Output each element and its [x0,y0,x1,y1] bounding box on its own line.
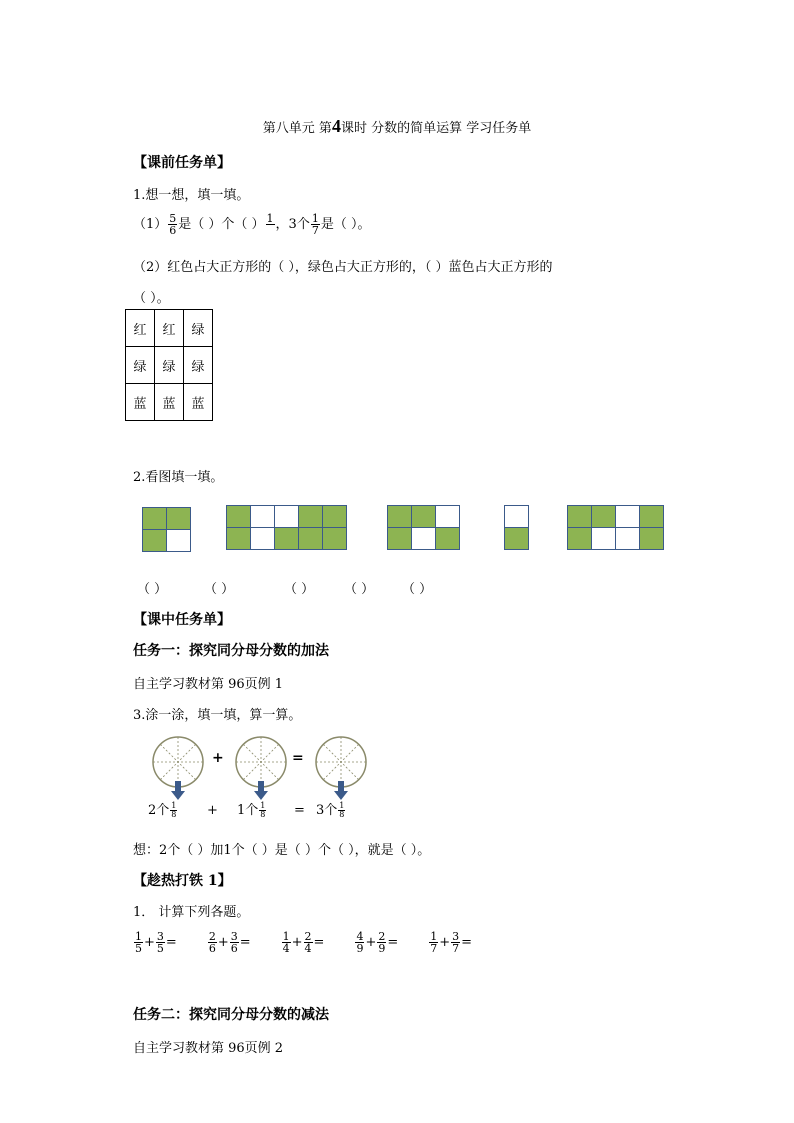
cell-white [274,505,299,528]
fraction-5-6 [168,213,177,236]
fraction [377,931,386,954]
frac-den: 7 [452,942,460,955]
cell-green [298,527,323,550]
practice-item-1 [133,930,177,955]
frac-den: 6 [230,942,238,955]
grid-cell: 绿 [184,310,213,347]
fraction [208,931,217,954]
cell-green [142,529,167,552]
frac-num: 1 [266,212,274,225]
label-count: 3个 [316,803,338,818]
frac-den: 9 [378,942,386,955]
grid-cell: 红 [155,310,184,347]
fraction-1-7 [311,213,320,236]
circle-label-2 [237,800,267,822]
frac-den: 9 [356,942,364,955]
frac-den: 7 [430,942,438,955]
q1p1-text-b: 是（ ）个（ ） [178,217,265,232]
frac-den: 8 [260,810,266,819]
in-task-heading: 【课中任务单】 [133,612,231,628]
task1-ref: 自主学习教材第 96页例 1 [133,677,284,692]
pre-task-heading: 【课前任务单】 [133,155,231,171]
task1-heading: 任务一：探究同分母分数的加法 [133,643,329,659]
title-suffix: 课时 分数的简单运算 学习任务单 [340,121,532,136]
op-plus: + [217,935,229,950]
frac-den: 6 [208,942,216,955]
cell-white [615,505,640,528]
cell-white [166,529,191,552]
frac-den: 4 [304,942,312,955]
op-eq: = [165,935,177,950]
frac-den: 8 [171,810,177,819]
frac-num: 3 [230,930,238,943]
cell-green [504,527,529,550]
grid-cell: 红 [126,310,155,347]
q2-blank-1: （ ） [137,582,168,597]
practice1-items [133,928,472,958]
circle-label-3 [316,800,346,822]
q2-blank-5: （ ） [402,582,433,597]
fraction-1-8 [259,802,266,819]
op-plus: + [144,935,155,950]
practice1-intro: 1． 计算下列各题。 [133,905,250,920]
frac-num: 1 [135,930,142,943]
plus-sign: + [212,750,224,766]
arrow-down-icon [171,781,185,801]
frac-den: 4 [282,942,290,955]
q2-intro: 2.看图填一填。 [133,470,224,485]
frac-num: 2 [304,930,312,943]
q1-intro: 1.想一想，填一填。 [133,188,250,203]
frac-den: 6 [169,224,177,237]
fraction [451,931,460,954]
cell-green [639,505,664,528]
cell-white [250,527,275,550]
frac-num: 1 [430,930,438,943]
cell-white [411,527,436,550]
op-plus: + [365,935,377,950]
frac-num: 1 [311,212,319,225]
q3-intro: 3.涂一涂，填一填，算一算。 [133,708,302,723]
q1p1-text-d: 是（ ）。 [320,217,371,232]
q1p1-label: （1） [133,217,168,232]
arrow-down-icon [254,781,268,801]
think-line: 想：2个（ ）加1个（ ）是（ ）个（ ），就是（ ）。 [133,843,431,858]
cell-green [387,527,412,550]
cell-white [435,505,460,528]
grid-cell: 蓝 [184,384,213,421]
cell-green [387,505,412,528]
plus-sign-2: + [207,803,218,818]
grid-cell: 绿 [126,347,155,384]
cell-green [639,527,664,550]
circle-label-1 [148,800,178,822]
q1-part2: （2）红色占大正方形的（ ），绿色占大正方形的，（ ）蓝色占大正方形的 [133,260,553,275]
cell-green [591,505,616,528]
arrow-down-icon [334,781,348,801]
fraction-1-8 [170,802,177,819]
cell-green [226,505,251,528]
equals-sign-2: = [294,803,305,818]
q2-blank-4: （ ） [344,582,375,597]
frac-num: 1 [171,801,177,810]
page-title [0,116,794,137]
grid-cell: 蓝 [126,384,155,421]
cell-green [226,527,251,550]
op-eq: = [387,935,399,950]
cell-white [250,505,275,528]
cell-green [142,507,167,530]
frac-den: 8 [339,810,345,819]
fraction [355,931,364,954]
cell-green [567,527,592,550]
label-count: 1个 [237,803,259,818]
cell-green [322,505,347,528]
equals-sign: = [292,750,304,766]
cell-green [567,505,592,528]
op-plus: + [291,935,303,950]
task2-heading: 任务二：探究同分母分数的减法 [133,1007,329,1023]
op-plus: + [439,935,451,950]
q2-blank-3: （ ） [284,582,315,597]
grid-cell: 绿 [184,347,213,384]
cell-green [166,507,191,530]
cell-green [435,527,460,550]
frac-den: 5 [135,942,142,955]
label-count: 2个 [148,803,170,818]
color-grid [125,309,213,421]
cell-white [504,505,529,528]
frac-num: 1 [282,930,290,943]
frac-num: 3 [156,930,164,943]
practice-item-3 [281,930,325,955]
fraction-1-8 [338,802,345,819]
fraction [230,931,239,954]
grid-cell: 蓝 [155,384,184,421]
cell-green [274,527,299,550]
frac-den: 5 [156,942,164,955]
frac-num: 5 [169,212,177,225]
cell-green [322,527,347,550]
q1p1-text-c: ，3个 [275,217,310,232]
title-prefix: 第八单元 第 [262,121,332,136]
grid-cell: 绿 [155,347,184,384]
fraction [134,931,143,954]
frac-den: 7 [311,224,319,237]
cell-white [615,527,640,550]
op-eq: = [313,935,325,950]
practice-item-2 [207,930,251,955]
title-lesson-number: 4 [331,116,341,136]
fraction-1-blank [266,213,275,236]
practice-item-4 [354,930,399,955]
frac-num: 1 [260,801,266,810]
op-eq: = [461,935,473,950]
practice-item-5 [428,930,473,955]
practice1-heading: 【趁热打铁 1】 [133,873,232,889]
task2-ref: 自主学习教材第 96页例 2 [133,1041,284,1056]
fraction [156,931,165,954]
frac-den [266,225,275,236]
cell-green [411,505,436,528]
frac-num: 1 [339,801,345,810]
frac-num: 3 [452,930,460,943]
cell-white [591,527,616,550]
frac-num: 4 [356,930,364,943]
op-eq: = [239,935,251,950]
fraction [429,931,438,954]
q2-blank-2: （ ） [204,582,235,597]
cell-green [298,505,323,528]
q1-part1 [133,210,370,240]
fraction [282,931,291,954]
frac-num: 2 [208,930,216,943]
q1-part2-cont: （ ）。 [133,291,170,306]
frac-num: 2 [378,930,386,943]
fraction [304,931,313,954]
